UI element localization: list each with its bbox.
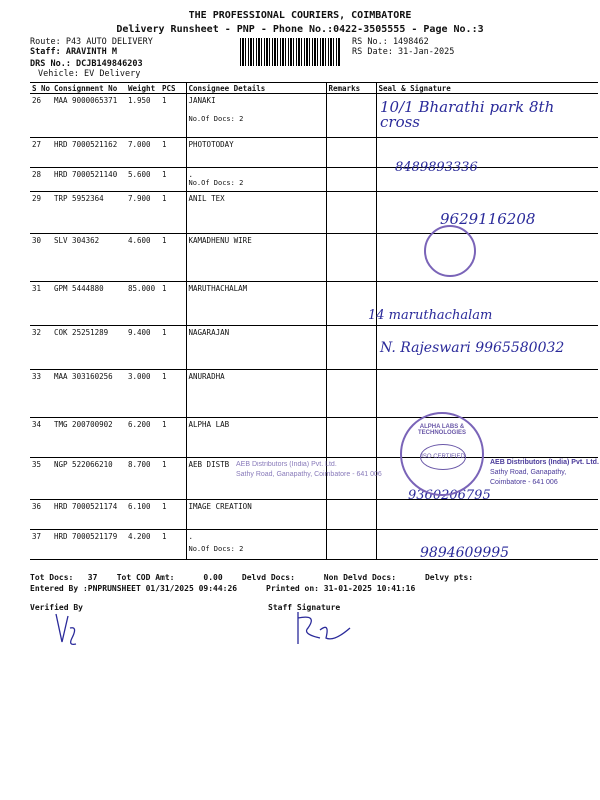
consignee-name: ALPHA LAB (188, 420, 230, 429)
cell-weight: 8.700 (126, 458, 160, 500)
cell-remarks (326, 168, 376, 192)
cell-weight: 3.000 (126, 370, 160, 418)
consignee-name: AEB DISTB (188, 460, 230, 469)
totals-line: Tot Docs: 37 Tot COD Amt: 0.00 Delvd Docs: Non Delvd Docs: Delvy pts: (30, 573, 474, 582)
table-header-row (30, 83, 598, 94)
cell-remarks (326, 500, 376, 530)
verified-by-label: Verified By (30, 603, 83, 612)
cell-weight: 9.400 (126, 326, 160, 370)
cell-consignee (186, 168, 326, 192)
col-remarks: Remarks (326, 83, 376, 94)
distributor-stamp (490, 458, 600, 488)
stamp-text: ALPHA LABS & TECHNOLOGIES (417, 424, 466, 436)
table-row (30, 168, 598, 192)
cell-consignment: HRD 7000521179 (52, 530, 126, 560)
cell-consignment: COK 25251289 (52, 326, 126, 370)
consignee-name: ANIL TEX (188, 194, 225, 203)
cell-consignment: GPM 5444880 (52, 282, 126, 326)
cell-consignment: HRD 7000521174 (52, 500, 126, 530)
cell-consignee (186, 192, 326, 234)
cell-remarks (326, 530, 376, 560)
docs-count: No.Of Docs: 2 (188, 115, 244, 123)
cell-consignee (186, 530, 326, 560)
cell-weight: 4.200 (126, 530, 160, 560)
cell-remarks (326, 138, 376, 168)
barcode (240, 38, 340, 66)
cell-sno: 28 (30, 168, 52, 192)
cell-pcs: 1 (160, 418, 186, 458)
cell-sno: 32 (30, 326, 52, 370)
cell-weight: 5.600 (126, 168, 160, 192)
stamp-company: AEB Distributors (India) Pvt. Ltd. (490, 459, 599, 466)
handwriting-name-phone: N. Rajeswari 9965580032 (380, 340, 565, 356)
consignee-name: ANURADHA (188, 372, 225, 381)
cell-sno: 33 (30, 370, 52, 418)
cell-sno: 35 (30, 458, 52, 500)
cell-weight: 85.000 (126, 282, 160, 326)
col-weight: Weight (126, 83, 160, 94)
stamp-address: Sathy Road, Ganapathy, Coimbatore - 641 006 (236, 471, 382, 478)
staff-signature (290, 608, 360, 648)
col-consignee: Consignee Details (186, 83, 326, 94)
cell-consignment: SLV 304362 (52, 234, 126, 282)
cell-remarks (326, 234, 376, 282)
cell-consignment: MAA 9000065371 (52, 94, 126, 138)
cell-sno: 30 (30, 234, 52, 282)
cell-remarks (326, 326, 376, 370)
company-title: THE PROFESSIONAL COURIERS, COIMBATORE (188, 10, 412, 21)
cell-consignee (186, 418, 326, 458)
cell-weight: 6.100 (126, 500, 160, 530)
cell-consignee (186, 500, 326, 530)
cell-pcs: 1 (160, 282, 186, 326)
seal-stamp (424, 225, 476, 277)
cell-weight: 6.200 (126, 418, 160, 458)
distributor-stamp (236, 460, 386, 480)
runsheet-subtitle: Delivery Runsheet - PNP - Phone No.:0422-3505555 - Page No.:3 (116, 24, 484, 35)
cell-consignment: HRD 7000521162 (52, 138, 126, 168)
cell-consignment: HRD 7000521140 (52, 168, 126, 192)
table-row (30, 234, 598, 282)
cell-consignee (186, 370, 326, 418)
cell-pcs: 1 (160, 458, 186, 500)
consignee-name: NAGARAJAN (188, 328, 230, 337)
cell-pcs: 1 (160, 168, 186, 192)
entered-by-line: Entered By :PNPRUNSHEET 01/31/2025 09:44:26 Printed on: 31-01-2025 10:41:16 (30, 584, 416, 593)
consignee-name: MARUTHACHALAM (188, 284, 248, 293)
cell-remarks (326, 94, 376, 138)
drs-label: DRS No.: DCJB149846203 (30, 59, 143, 69)
verifier-signature (48, 608, 88, 650)
col-pcs: PCS (160, 83, 186, 94)
rs-number: RS No.: 1498462 (352, 37, 429, 47)
cell-consignment: NGP 522066210 (52, 458, 126, 500)
cell-remarks (326, 192, 376, 234)
iso-badge: ISO CERTIFIED (420, 444, 466, 470)
staff-signature-label: Staff Signature (268, 603, 341, 612)
runsheet-table (30, 82, 598, 560)
consignee-name: JANAKI (188, 96, 216, 105)
table-row (30, 282, 598, 326)
cell-pcs: 1 (160, 192, 186, 234)
cell-weight: 1.950 (126, 94, 160, 138)
cell-sno: 31 (30, 282, 52, 326)
cell-pcs: 1 (160, 94, 186, 138)
handwriting-phone: 9629116208 (440, 210, 536, 228)
rs-date: RS Date: 31-Jan-2025 (352, 47, 455, 57)
cell-pcs: 1 (160, 500, 186, 530)
cell-consignment: TMG 200700902 (52, 418, 126, 458)
route-label: Route: P43 AUTO DELIVERY (30, 37, 153, 47)
cell-seal (376, 500, 598, 530)
cell-pcs: 1 (160, 530, 186, 560)
handwriting-phone: 9360206795 (408, 488, 491, 503)
cell-consignee (186, 326, 326, 370)
handwriting-name: 14 maruthachalam (368, 308, 493, 323)
col-seal: Seal & Signature (376, 83, 598, 94)
col-consignment: Consignment No (52, 83, 126, 94)
cell-sno: 37 (30, 530, 52, 560)
handwriting-address: 10/1 Bharathi park 8th cross (380, 98, 555, 131)
cell-sno: 34 (30, 418, 52, 458)
cell-consignee (186, 282, 326, 326)
docs-count: No.Of Docs: 2 (188, 545, 244, 553)
cell-sno: 27 (30, 138, 52, 168)
cell-consignment: TRP 5952364 (52, 192, 126, 234)
consignee-name: . (188, 532, 194, 541)
cell-seal (376, 370, 598, 418)
cell-pcs: 1 (160, 138, 186, 168)
consignee-name: . (188, 170, 194, 179)
consignee-name: IMAGE CREATION (188, 502, 252, 511)
cell-consignee (186, 234, 326, 282)
cell-sno: 26 (30, 94, 52, 138)
staff-label: Staff: ARAVINTH M (30, 47, 117, 57)
cell-consignee (186, 138, 326, 168)
docs-count: No.Of Docs: 2 (188, 179, 244, 187)
cell-sno: 29 (30, 192, 52, 234)
cell-pcs: 1 (160, 370, 186, 418)
cell-pcs: 1 (160, 234, 186, 282)
handwriting-phone: 8489893336 (395, 160, 478, 175)
cell-pcs: 1 (160, 326, 186, 370)
col-sno: S No (32, 83, 51, 93)
company-seal-stamp (400, 412, 484, 496)
cell-seal (376, 234, 598, 282)
stamp-company: AEB Distributors (India) Pvt. Ltd. (236, 461, 337, 468)
cell-weight: 7.000 (126, 138, 160, 168)
handwriting-phone: 9894609995 (420, 545, 510, 561)
table-row (30, 418, 598, 458)
cell-weight: 7.900 (126, 192, 160, 234)
cell-consignee (186, 94, 326, 138)
consignee-name: PHOTOTODAY (188, 140, 234, 149)
consignee-name: KAMADHENU WIRE (188, 236, 252, 245)
cell-consignment: MAA 303160256 (52, 370, 126, 418)
table-row (30, 370, 598, 418)
table-row (30, 530, 598, 560)
vehicle-label: Vehicle: EV Delivery (38, 69, 141, 79)
table-row (30, 138, 598, 168)
stamp-address: Sathy Road, Ganapathy, Coimbatore - 641 006 (490, 469, 567, 486)
cell-remarks (326, 370, 376, 418)
table-row (30, 500, 598, 530)
cell-remarks (326, 418, 376, 458)
cell-weight: 4.600 (126, 234, 160, 282)
cell-sno: 36 (30, 500, 52, 530)
